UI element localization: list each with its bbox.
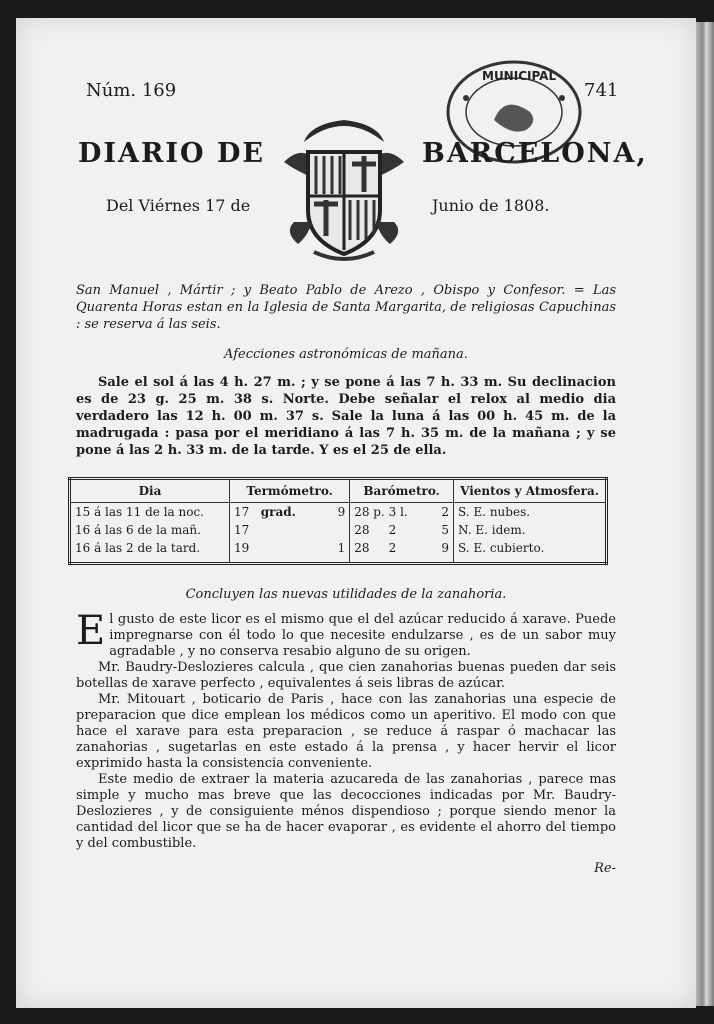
cell-vientos: S. E. cubierto. xyxy=(458,541,545,555)
cell-vientos: S. E. nubes. xyxy=(458,505,531,519)
date-weekday: Del Viérnes 17 de xyxy=(106,196,251,215)
cell-dia: 16 á las 2 de la tard. xyxy=(70,539,230,564)
cell-baro-frac: 9 xyxy=(432,539,453,564)
newspaper-page xyxy=(16,18,696,1008)
cell-termo: 17 xyxy=(234,523,250,537)
weather-row xyxy=(70,503,607,522)
cell-baro: 28 2 xyxy=(354,523,397,537)
page-number: 741 xyxy=(584,80,619,101)
article-paragraph: Mr. Baudry-Deslozieres calcula , que cien zanahorias buenas pueden dar seis botellas de xarave perfecto , equivalentes á seis libras de azúcar. xyxy=(76,660,616,691)
cell-termo: 19 xyxy=(234,541,250,555)
cell-dia: 16 á las 6 de la mañ. xyxy=(70,521,230,539)
catchword: Re- xyxy=(594,861,616,876)
col-termometro: Termómetro. xyxy=(230,479,350,503)
astro-text: Sale el sol á las 4 h. 27 m. ; y se pone á las 7 h. 33 m. Su declinacion es de 23 g. 25 m. 38 s. Norte. Debe señalar el relox al medio dia verdadero las 12 h. 00 m. 37 s. Sale la luna á las 00 h. 45 m. de la madrugada : pasa por el meridiano á las 7 h. 35 m. de la mañana ; y se pone á las 2 h. 33 m. de la tarde. Y es el 25 de ella. xyxy=(76,375,616,458)
article-paragraph: Este medio de extraer la materia azucareda de las zanahorias , parece mas simple y mucho mas breve que las decocciones indicadas por Mr. Baudry-Deslozieres , y de consiguiente ménos dispendioso ; porque siendo menor la cantidad del licor que se ha de hacer evaporar , es evidente el ahorro del tiempo y del combustible. xyxy=(76,772,616,851)
cell-baro-frac: 2 xyxy=(432,503,453,522)
coat-of-arms-icon xyxy=(274,112,414,264)
cell-dia: 15 á las 11 de la noc. xyxy=(70,503,230,522)
body-block xyxy=(75,282,616,876)
cell-baro: 28 2 xyxy=(354,541,397,555)
date-month-year: Junio de 1808. xyxy=(432,196,550,215)
cell-vientos: N. E. idem. xyxy=(458,523,526,537)
weather-header-row xyxy=(70,479,607,503)
weather-row xyxy=(70,521,607,539)
cell-termo-frac: 1 xyxy=(327,539,349,564)
cell-termo-frac: 9 xyxy=(327,503,349,522)
cell-termo: 17 grad. xyxy=(234,505,296,519)
cell-termo-frac xyxy=(327,521,349,539)
article-paragraph: El gusto de este licor es el mismo que el del azúcar reducido á xarave. Puede impregnarse con él todo lo que necesite endulzarse , es de un sabor muy agradable , y no conserva resabio alguno de su origen. xyxy=(76,608,616,659)
svg-text:MUNICIPAL: MUNICIPAL xyxy=(482,69,557,83)
masthead-right: BARCELONA, xyxy=(422,138,648,169)
article-title: Concluyen las nuevas utilidades de la zanahoria. xyxy=(185,587,507,602)
col-barometro: Barómetro. xyxy=(350,479,454,503)
drop-cap: E xyxy=(76,608,106,654)
col-dia: Dia xyxy=(70,479,230,503)
saints-of-the-day: San Manuel , Mártir ; y Beato Pablo de Arezo , Obispo y Confesor. = Las Quarenta Horas estan en la Iglesia de Santa Margarita, de religiosas Capuchinas : se reserva á las seis. xyxy=(76,283,616,332)
weather-table xyxy=(68,477,608,565)
masthead-left: DIARIO DE xyxy=(78,138,265,169)
article-paragraph: Mr. Mitouart , boticario de Paris , hace con las zanahorias una especie de preparacion que dice emplean los médicos como un aperitivo. El modo con que hace el xarave para esta preparacion , se reduce á raspar ó machacar las zanahorias , sugetarlas en este estado á la prensa , y hacer hervir el licor exprimido hasta la consistencia conveniente. xyxy=(76,692,616,771)
astro-heading: Afecciones astronómicas de mañana. xyxy=(224,347,468,362)
weather-row xyxy=(70,539,607,564)
cell-baro: 28 p. 3 l. xyxy=(354,505,408,519)
book-page-edge xyxy=(695,22,714,1006)
article-body xyxy=(76,608,616,852)
cell-baro-frac: 5 xyxy=(432,521,453,539)
issue-number: Núm. 169 xyxy=(86,80,177,101)
col-vientos: Vientos y Atmosfera. xyxy=(454,479,607,503)
